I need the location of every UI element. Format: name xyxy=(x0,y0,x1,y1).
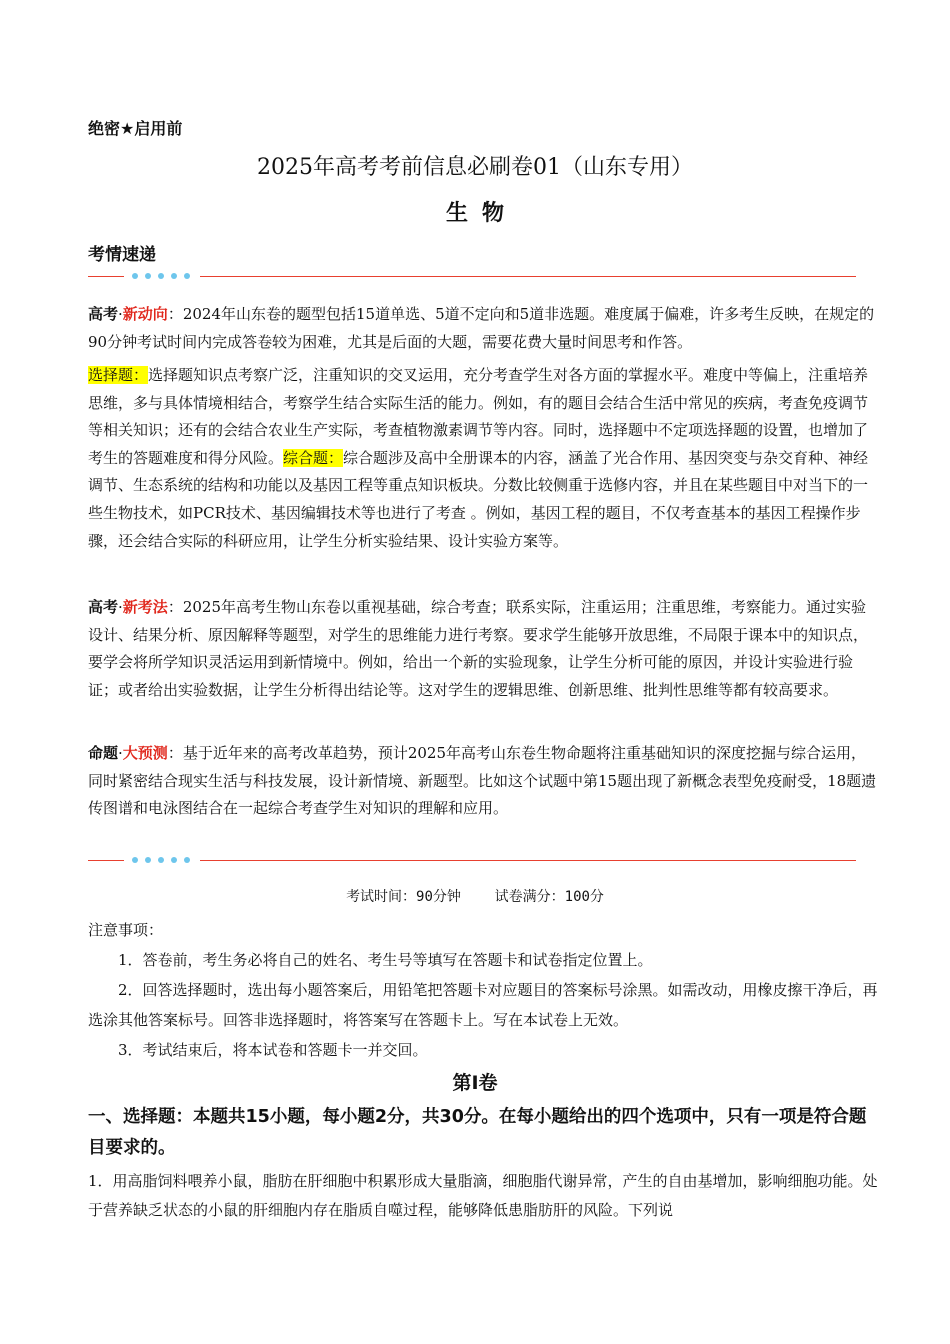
label-colon: ： xyxy=(167,744,183,762)
overview-heading: 考情速递 xyxy=(88,245,156,265)
choice-text: 选择题知识点考察广泛，注重知识的交叉运用，充分考查学生对各方面的掌握水平。难度中等偏上，注重培养思维，多与具体情境相结合，考察学生结合实际生活的能力。例如，有的题目会结合生活中常见的疾病，考查免疫调节等相关知识；还有的会结合农业生产实际，考查植物激素调节等内容。同时，选择题中不定项选择题的设置，也增加了考生的答题难度和得分风险。 xyxy=(88,366,869,467)
label-colon: ： xyxy=(167,598,183,616)
overview-paragraph-new-method xyxy=(88,594,878,704)
label-proposition: 命题 xyxy=(88,744,119,762)
label-new-trend: 新动向 xyxy=(122,305,168,323)
volume-title: 第Ⅰ卷 xyxy=(452,1072,498,1094)
label-dot: · xyxy=(118,598,123,616)
overview-paragraph-question-types xyxy=(88,362,878,555)
label-gaokao: 高考 xyxy=(88,305,119,323)
exam-title: 2025年高考考前信息必刷卷01（山东专用） xyxy=(257,155,693,180)
trend-text: 2024年山东卷的题型包括15道单选、5道不定向和5道非选题。难度属于偏难，许多考生反映，在规定的90分钟考试时间内完成答卷较为困难，尤其是后面的大题，需要花费大量时间思考和作答。 xyxy=(88,305,875,351)
method-text: 2025年高考生物山东卷以重视基础，综合考查；联系实际，注重运用；注重思维，考察能力。通过实验设计、结果分析、原因解释等题型，对学生的思维能力进行考察。要求学生能够开放思维，不局限于课本中的知识点，要学会将所学知识灵活运用到新情境中。例如，给出一个新的实验现象，让学生分析可能的原因，并设计实验进行验证；或者给出实验数据，让学生分析得出结论等。这对学生的逻辑思维、创新思维、批判性思维等都有较高要求。 xyxy=(88,598,869,699)
label-dot: · xyxy=(118,744,123,762)
overview-paragraph-trend xyxy=(88,301,878,356)
section-instructions: 一、选择题：本题共15小题，每小题2分，共30分。在每小题给出的四个选项中，只有一项是符合题目要求的。 xyxy=(88,1107,867,1158)
label-dot: · xyxy=(118,305,123,323)
subject-title: 生物 xyxy=(445,201,518,226)
note-item: 2．回答选择题时，选出每小题答案后，用铅笔把答题卡对应题目的答案标号涂黑。如需改动，用橡皮擦干净后，再选涂其他答案标号。回答非选择题时，将答案写在答题卡上。写在本试卷上无效。 xyxy=(88,981,878,1029)
exam-time-and-score: 考试时间：90分钟 试卷满分：100分 xyxy=(346,889,604,905)
label-new-method: 新考法 xyxy=(122,598,168,616)
comprehensive-text: 综合题涉及高中全册课本的内容，涵盖了光合作用、基因突变与杂交育种、神经调节、生态系统的结构和功能以及基因工程等重点知识板块。分数比较侧重于选修内容，并且在某些题目中对当下的一些生物技术，如PCR技术、基因编辑技术等也进行了考查 。例如，基因工程的题目，不仅考查基本的基因工程操作步骤，还会结合实际的科研应用，让学生分析实验结果、设计实验方案等。 xyxy=(88,448,869,550)
highlight-comprehensive-questions: 综合题： xyxy=(283,448,344,467)
highlight-choice-questions: 选择题： xyxy=(88,366,149,384)
notes-section xyxy=(88,915,878,1065)
overview-paragraph-prediction xyxy=(88,740,878,823)
note-item: 1．答卷前，考生务必将自己的姓名、考生号等填写在答题卡和试卷指定位置上。 xyxy=(118,951,653,969)
note-item: 3．考试结束后，将本试卷和答题卡一并交回。 xyxy=(118,1041,428,1059)
label-prediction: 大预测 xyxy=(122,744,168,762)
confidential-mark: 绝密★启用前 xyxy=(88,119,183,138)
label-colon: ： xyxy=(167,305,183,323)
label-gaokao: 高考 xyxy=(88,598,119,616)
decorative-divider-bottom xyxy=(88,855,856,867)
notes-title: 注意事项： xyxy=(88,921,164,939)
decorative-divider-top xyxy=(88,271,856,283)
prediction-text: 基于近年来的高考改革趋势，预计2025年高考山东卷生物命题将注重基础知识的深度挖掘与综合运用，同时紧密结合现实生活与科技发展，设计新情境、新题型。比如这个试题中第15题出现了新概念表型免疫耐受，18题遗传图谱和电泳图结合在一起综合考查学生对知识的理解和应用。 xyxy=(88,744,877,818)
question-1: 1．用高脂饲料喂养小鼠，脂肪在肝细胞中积累形成大量脂滴，细胞脂代谢异常，产生的自由基增加，影响细胞功能。处于营养缺乏状态的小鼠的肝细胞内存在脂质自噬过程，能够降低患脂肪肝的风险。下列说 xyxy=(88,1172,878,1219)
